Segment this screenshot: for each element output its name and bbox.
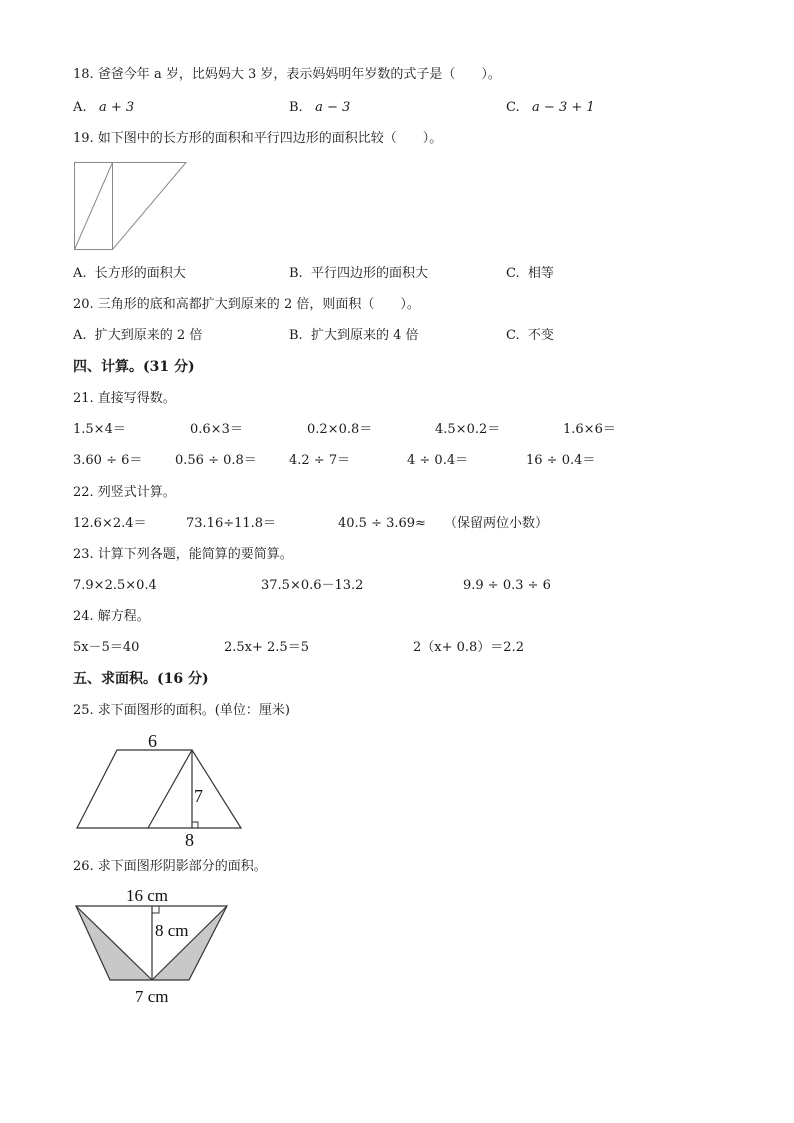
q18-option-b <box>289 99 350 117</box>
option-label: C. <box>506 328 520 343</box>
q18-stem: 18. 爸爸今年 a 岁，比妈妈大 3 岁，表示妈妈明年岁数的式子是（ ）。 <box>73 67 501 82</box>
q25-right-angle-mark <box>192 822 198 828</box>
q21-item: 4 ÷ 0.4＝ <box>407 453 469 468</box>
q25-top-label: 6 <box>148 731 157 751</box>
q21-item: 4.2 ÷ 7＝ <box>289 453 351 468</box>
option-text: 相等 <box>527 266 554 281</box>
q21-item: 4.5×0.2＝ <box>435 422 501 437</box>
option-label: C. <box>506 100 520 115</box>
q21-item: 3.60 ÷ 6＝ <box>73 453 143 468</box>
q22-stem: 22. 列竖式计算。 <box>73 485 176 500</box>
q19-figure <box>74 162 188 252</box>
option-label: A. <box>73 100 87 115</box>
q18-option-a <box>73 99 134 117</box>
q26-bottom-label: 7 cm <box>135 987 169 1006</box>
q26-stem: 26. 求下面图形阴影部分的面积。 <box>73 859 267 874</box>
q19-option-c <box>506 265 554 283</box>
option-text: 平行四边形的面积大 <box>310 266 428 281</box>
q20-stem: 20. 三角形的底和高都扩大到原来的 2 倍，则面积（ ）。 <box>73 297 420 312</box>
q22-item: 73.16÷11.8＝ <box>186 516 277 531</box>
q26-figure <box>70 882 240 1012</box>
option-text: a + 3 <box>98 100 135 115</box>
option-text: a − 3 + 1 <box>532 100 595 115</box>
q25-inner-edge <box>148 750 192 828</box>
q26-right-angle-mark <box>152 906 159 913</box>
q21-item: 0.56 ÷ 0.8＝ <box>175 453 257 468</box>
option-text: 扩大到原来的 4 倍 <box>310 328 419 343</box>
q19-stem: 19. 如下图中的长方形的面积和平行四边形的面积比较（ ）。 <box>73 131 443 146</box>
q26-top-label: 16 cm <box>126 886 169 905</box>
q24-item: 2.5x+ 2.5＝5 <box>224 640 309 655</box>
q19-option-b <box>289 265 428 283</box>
option-label: B. <box>289 328 303 343</box>
q25-stem: 25. 求下面图形的面积。(单位：厘米) <box>73 703 290 718</box>
q23-item: 7.9×2.5×0.4 <box>73 578 157 593</box>
q23-stem: 23. 计算下列各题，能简算的要简算。 <box>73 547 293 562</box>
option-label: B. <box>289 100 303 115</box>
option-label: A. <box>73 266 87 281</box>
q24-item: 2（x+ 0.8）＝2.2 <box>413 640 524 655</box>
q19-option-a <box>73 265 186 283</box>
option-label: C. <box>506 266 520 281</box>
option-label: A. <box>73 328 87 343</box>
q24-stem: 24. 解方程。 <box>73 609 150 624</box>
option-text: a − 3 <box>315 100 351 115</box>
q18-option-c <box>506 99 595 117</box>
q21-stem: 21. 直接写得数。 <box>73 391 176 406</box>
q20-option-c <box>506 327 554 345</box>
q23-item: 9.9 ÷ 0.3 ÷ 6 <box>463 578 551 593</box>
q22-item: 12.6×2.4＝ <box>73 516 147 531</box>
q19-parallelogram <box>75 163 187 250</box>
q25-bottom-label: 8 <box>185 830 194 850</box>
q22-item: 40.5 ÷ 3.69≈ <box>338 516 426 531</box>
q21-item: 0.6×3＝ <box>190 422 243 437</box>
q22-note: （保留两位小数） <box>444 516 549 531</box>
q20-option-a <box>73 327 202 345</box>
q24-item: 5x－5＝40 <box>73 640 140 655</box>
q25-trapezoid <box>77 750 241 828</box>
section-4-heading: 四、计算。(31 分) <box>73 359 195 375</box>
option-text: 长方形的面积大 <box>94 266 186 281</box>
option-text: 扩大到原来的 2 倍 <box>94 328 203 343</box>
q20-option-b <box>289 327 419 345</box>
option-label: B. <box>289 266 303 281</box>
option-text: 不变 <box>527 328 554 343</box>
q21-item: 1.5×4＝ <box>73 422 126 437</box>
q25-figure <box>70 730 250 850</box>
section-5-heading: 五、求面积。(16 分) <box>73 671 209 687</box>
q23-item: 37.5×0.6－13.2 <box>261 578 364 593</box>
q26-height-label: 8 cm <box>155 921 189 940</box>
q25-height-label: 7 <box>194 786 203 806</box>
q21-item: 1.6×6＝ <box>563 422 616 437</box>
q21-item: 16 ÷ 0.4＝ <box>526 453 596 468</box>
q21-item: 0.2×0.8＝ <box>307 422 373 437</box>
